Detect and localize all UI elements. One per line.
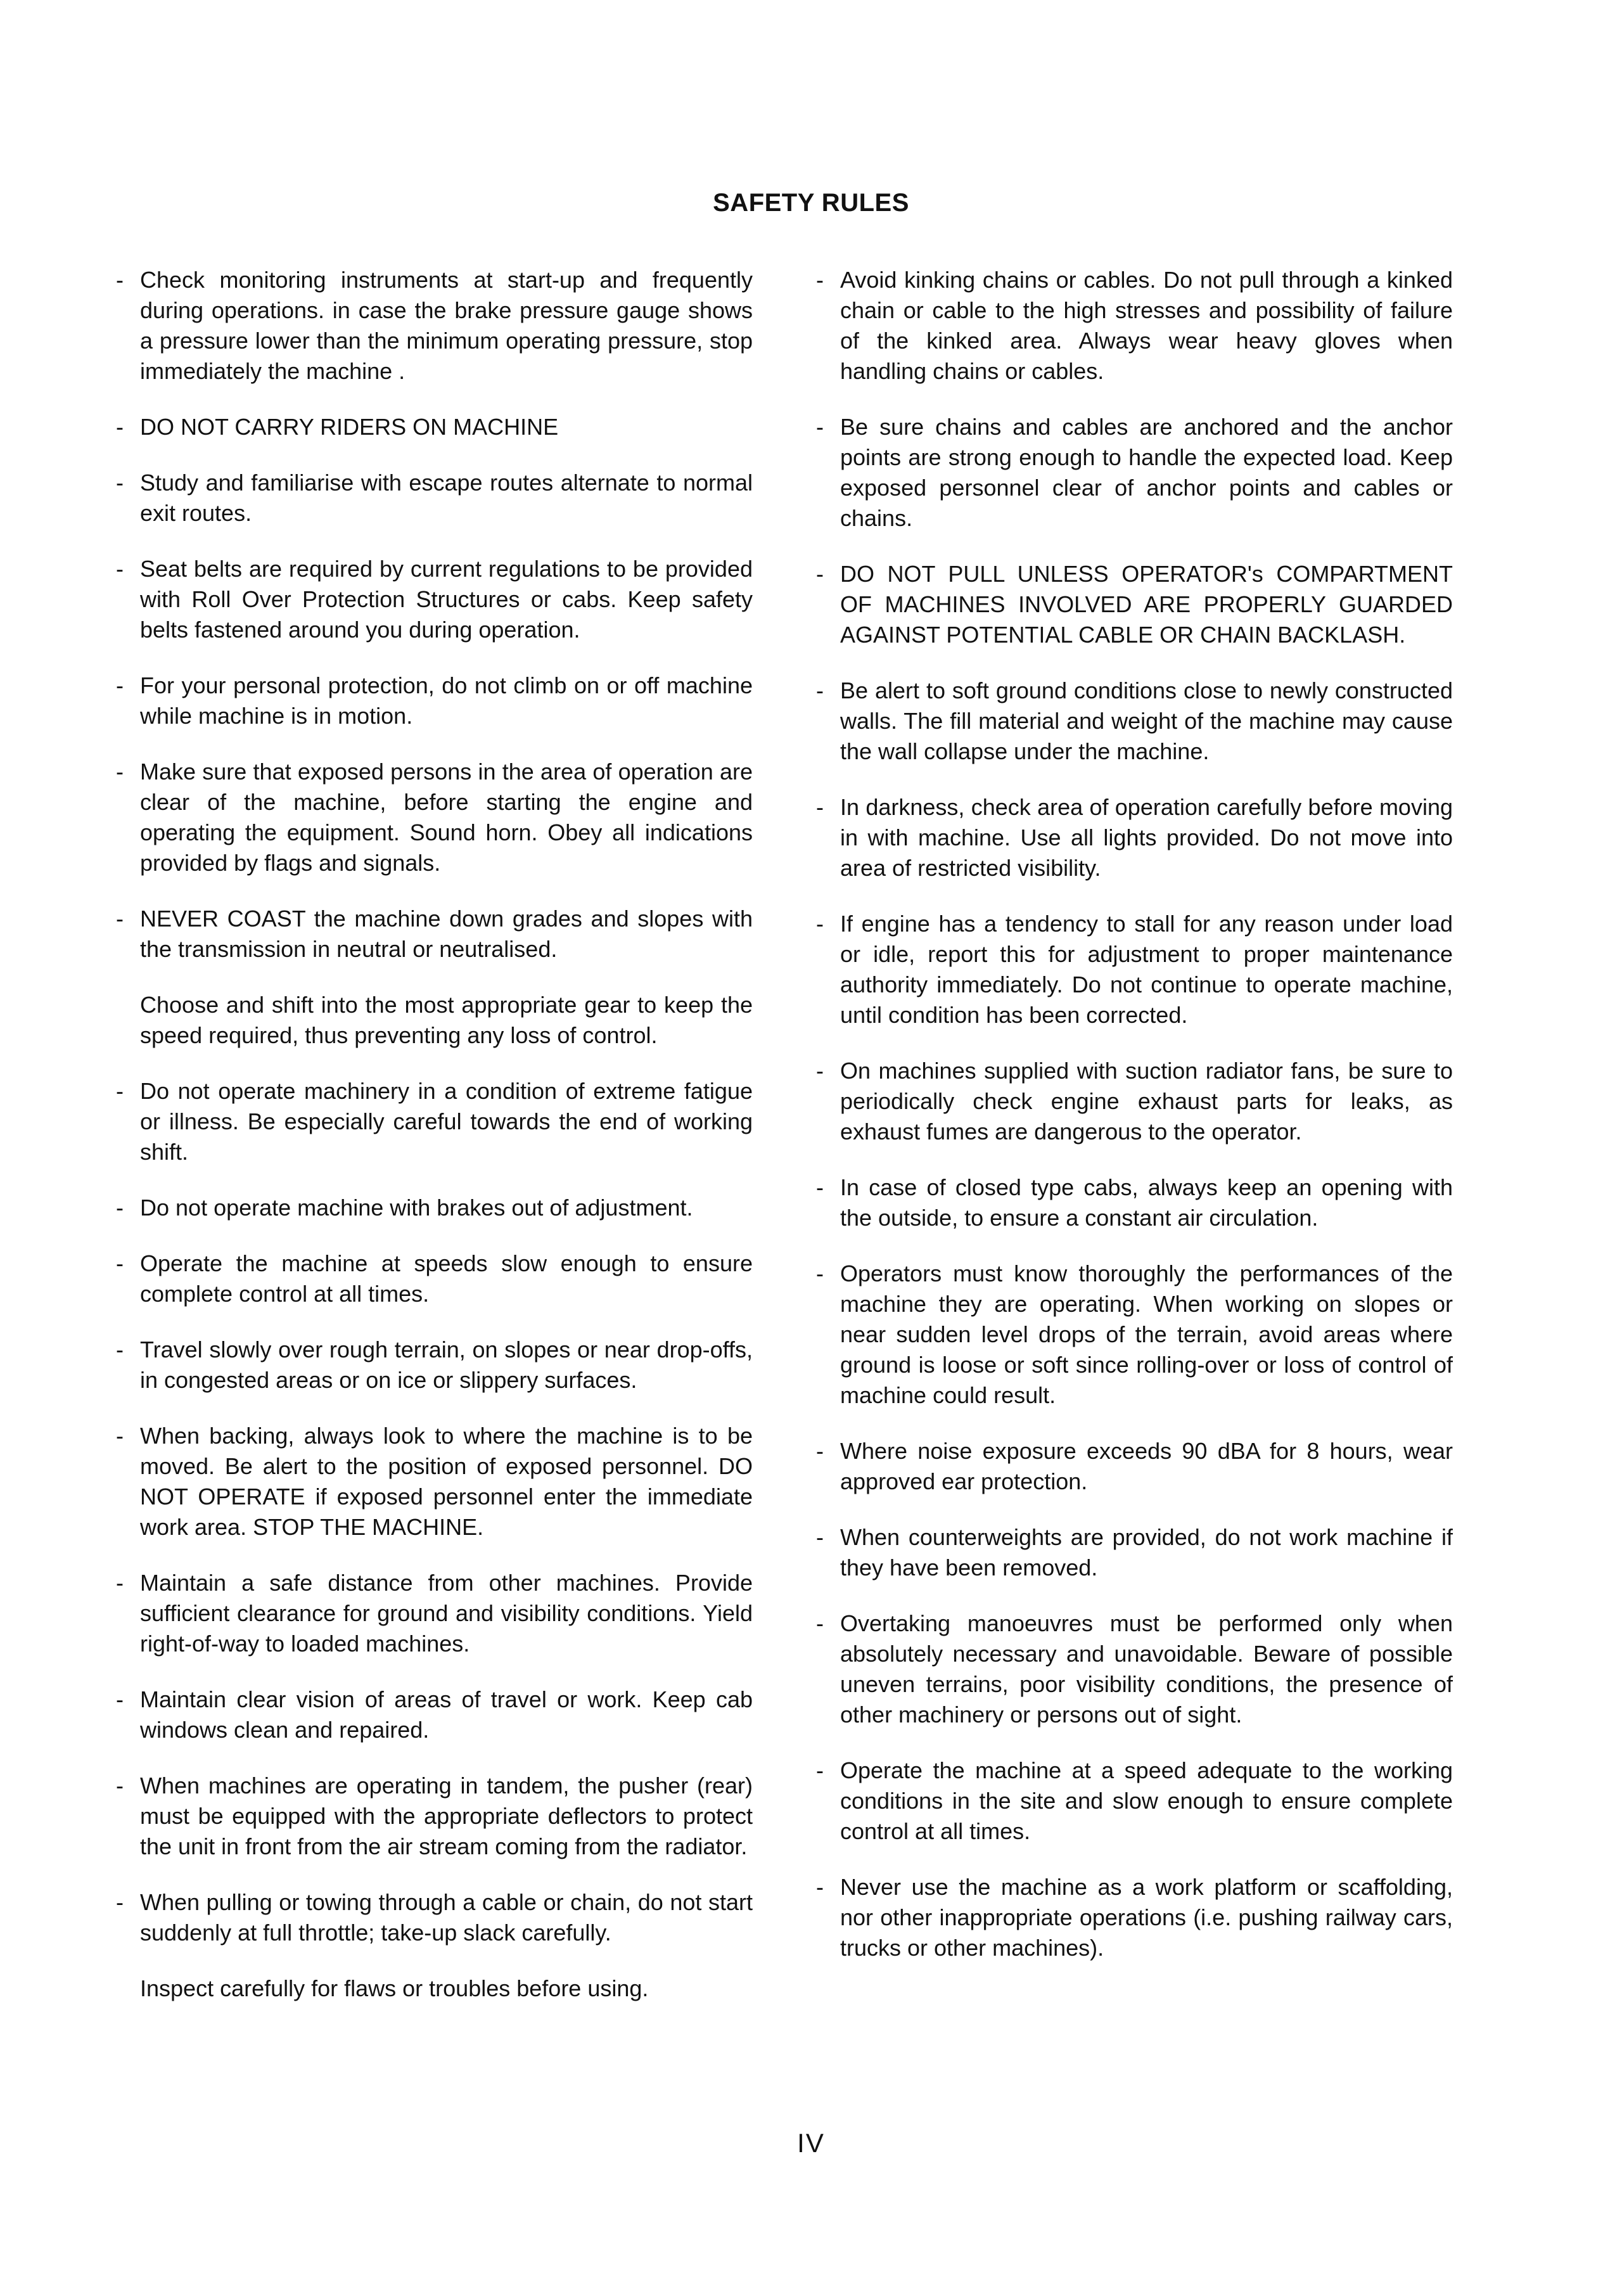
bullet-dash: - (116, 672, 124, 698)
safety-rule-text: Maintain clear vision of areas of travel or work. Keep cab windows clean and repaired. (140, 1686, 753, 1743)
bullet-dash: - (816, 1610, 824, 1636)
safety-rule-text: Inspect carefully for flaws or troubles before using. (140, 1975, 649, 2001)
bullet-dash: - (816, 561, 824, 587)
safety-rule-text: Be sure chains and cables are anchored and the anchor points are strong enough to handle the expected load. Keep exposed personnel clear of anchor points and cables or chains. (840, 414, 1453, 531)
safety-rule-text: Operate the machine at a speed adequate to the working conditions in the site and slow enough to ensure complete control at all times. (840, 1757, 1453, 1844)
bullet-dash: - (116, 556, 124, 582)
bullet-dash: - (116, 1686, 124, 1712)
safety-rule-item (816, 909, 1453, 1030)
safety-rule-item (816, 1056, 1453, 1147)
bullet-dash: - (816, 1058, 824, 1084)
safety-rule-item (116, 265, 753, 387)
safety-rule-item (116, 757, 753, 878)
bullet-dash: - (116, 1773, 124, 1799)
bullet-dash: - (116, 1195, 124, 1221)
right-column (816, 265, 1453, 1989)
bullet-dash: - (116, 1570, 124, 1596)
safety-rule-item (116, 670, 753, 731)
safety-rule-item (116, 1771, 753, 1862)
bullet-dash: - (816, 794, 824, 820)
safety-rule-text: When machines are operating in tandem, the pusher (rear) must be equipped with the appropriate deflectors to protect the unit in front from the air stream coming from the radiator. (140, 1773, 753, 1859)
safety-rule-item (116, 1248, 753, 1309)
safety-rule-text: Study and familiarise with escape routes alternate to normal exit routes. (140, 470, 753, 526)
safety-rule-item (116, 1568, 753, 1659)
safety-rule-text: Be alert to soft ground conditions close to newly constructed walls. The fill material and weight of the machine may cause the wall collapse under the machine. (840, 677, 1453, 764)
bullet-dash: - (116, 1889, 124, 1915)
safety-rule-item (816, 676, 1453, 767)
safety-rule-item (816, 1436, 1453, 1497)
bullet-dash: - (816, 1174, 824, 1200)
safety-rule-text: Seat belts are required by current regulations to be provided with Roll Over Protection Structures or cabs. Keep safety belts fastened around you during operation. (140, 556, 753, 643)
safety-rule-text: Operators must know thoroughly the performances of the machine they are operating. When working on slopes or near sudden level drops of the terrain, avoid areas where ground is loose or soft since rolling-over or loss of control of machine could result. (840, 1260, 1453, 1408)
safety-rule-item (816, 792, 1453, 883)
safety-rule-item (116, 904, 753, 965)
safety-rule-text: Choose and shift into the most appropriate gear to keep the speed required, thus preventing any loss of control. (140, 992, 753, 1048)
bullet-dash: - (816, 911, 824, 937)
bullet-dash: - (816, 1874, 824, 1900)
safety-rule-text: DO NOT PULL UNLESS OPERATOR's COMPARTMENT OF MACHINES INVOLVED ARE PROPERLY GUARDED AGAINST POTENTIAL CABLE OR CHAIN BACKLASH. (840, 561, 1453, 648)
safety-rule-item (116, 468, 753, 529)
safety-rule-text: Never use the machine as a work platform or scaffolding, nor other inappropriate operations (i.e. pushing railway cars, trucks or other machines). (840, 1874, 1453, 1961)
safety-rule-text: Overtaking manoeuvres must be performed only when absolutely necessary and unavoidable. Beware of possible uneven terrains, poor visibility conditions, the presence of other machinery or persons out of sight. (840, 1610, 1453, 1728)
safety-rule-text: Avoid kinking chains or cables. Do not pull through a kinked chain or cable to the high stresses and possibility of failure of the kinked area. Always wear heavy gloves when handling chains or cables. (840, 267, 1453, 384)
safety-rule-text: On machines supplied with suction radiator fans, be sure to periodically check engine exhaust parts for leaks, as exhaust fumes are dangerous to the operator. (840, 1058, 1453, 1145)
left-column (116, 265, 753, 2029)
safety-rule-item (116, 1076, 753, 1167)
safety-rule-text: Travel slowly over rough terrain, on slopes or near drop-offs, in congested areas or on ice or slippery surfaces. (140, 1337, 753, 1393)
safety-rule-item (116, 1684, 753, 1745)
safety-rule-item (116, 1887, 753, 1948)
safety-rule-item (116, 1973, 753, 2004)
bullet-dash: - (816, 1757, 824, 1783)
safety-rule-text: Make sure that exposed persons in the area of operation are clear of the machine, before starting the engine and operating the equipment. Sound horn. Obey all indications provided by flags and signals. (140, 759, 753, 876)
safety-rule-item (116, 412, 753, 442)
safety-rule-item (816, 1172, 1453, 1233)
safety-rule-item (816, 1755, 1453, 1847)
safety-rule-item (816, 1872, 1453, 1963)
safety-rule-item (116, 554, 753, 645)
bullet-dash: - (816, 677, 824, 703)
safety-rule-text: Operate the machine at speeds slow enough to ensure complete control at all times. (140, 1250, 753, 1307)
safety-rule-item (816, 1522, 1453, 1583)
bullet-dash: - (816, 1260, 824, 1286)
safety-rule-item (116, 1335, 753, 1395)
page-title: SAFETY RULES (713, 189, 909, 217)
bullet-dash: - (116, 470, 124, 496)
safety-rule-text: When counterweights are provided, do not work machine if they have been removed. (840, 1524, 1453, 1581)
safety-rule-item (816, 265, 1453, 387)
safety-rule-text: Do not operate machine with brakes out of adjustment. (140, 1195, 693, 1221)
safety-rule-text: In darkness, check area of operation carefully before moving in with machine. Use all lights provided. Do not move into area of restricted visibility. (840, 794, 1453, 881)
safety-rule-text: When pulling or towing through a cable or chain, do not start suddenly at full throttle; take-up slack carefully. (140, 1889, 753, 1946)
bullet-dash: - (116, 1337, 124, 1363)
bullet-dash: - (816, 414, 824, 440)
safety-rule-text: Do not operate machinery in a condition of extreme fatigue or illness. Be especially careful towards the end of working shift. (140, 1078, 753, 1165)
safety-rule-text: Where noise exposure exceeds 90 dBA for 8 hours, wear approved ear protection. (840, 1438, 1453, 1494)
bullet-dash: - (116, 1250, 124, 1276)
safety-rule-text: Maintain a safe distance from other machines. Provide sufficient clearance for ground and visibility conditions. Yield right-of-way to loaded machines. (140, 1570, 753, 1657)
bullet-dash: - (116, 759, 124, 785)
safety-rule-text: When backing, always look to where the machine is to be moved. Be alert to the position of exposed personnel. DO NOT OPERATE if exposed personnel enter the immediate work area. STOP THE MACHINE. (140, 1423, 753, 1540)
safety-rule-text: In case of closed type cabs, always keep an opening with the outside, to ensure a constant air circulation. (840, 1174, 1453, 1231)
page-number: IV (797, 2128, 825, 2158)
safety-rule-item (816, 412, 1453, 534)
bullet-dash: - (816, 267, 824, 293)
bullet-dash: - (116, 1078, 124, 1104)
safety-rule-item (116, 1193, 753, 1223)
safety-rule-item (816, 559, 1453, 650)
safety-rule-text: For your personal protection, do not climb on or off machine while machine is in motion. (140, 672, 753, 729)
safety-rule-text: If engine has a tendency to stall for any reason under load or idle, report this for adjustment to proper maintenance authority immediately. Do not continue to operate machine, until condition has been corrected. (840, 911, 1453, 1028)
safety-rule-text: DO NOT CARRY RIDERS ON MACHINE (140, 414, 559, 440)
safety-rule-item (816, 1608, 1453, 1730)
bullet-dash: - (116, 1423, 124, 1449)
safety-rule-text: Check monitoring instruments at start-up and frequently during operations. in case the brake pressure gauge shows a pressure lower than the minimum operating pressure, stop immediately the machine . (140, 267, 753, 384)
bullet-dash: - (116, 906, 124, 932)
bullet-dash: - (816, 1438, 824, 1464)
bullet-dash: - (116, 267, 124, 293)
safety-rule-text: NEVER COAST the machine down grades and slopes with the transmission in neutral or neutralised. (140, 906, 753, 962)
bullet-dash: - (116, 414, 124, 440)
safety-rule-item (116, 990, 753, 1051)
safety-rule-item (116, 1421, 753, 1542)
safety-rule-item (816, 1259, 1453, 1411)
bullet-dash: - (816, 1524, 824, 1550)
